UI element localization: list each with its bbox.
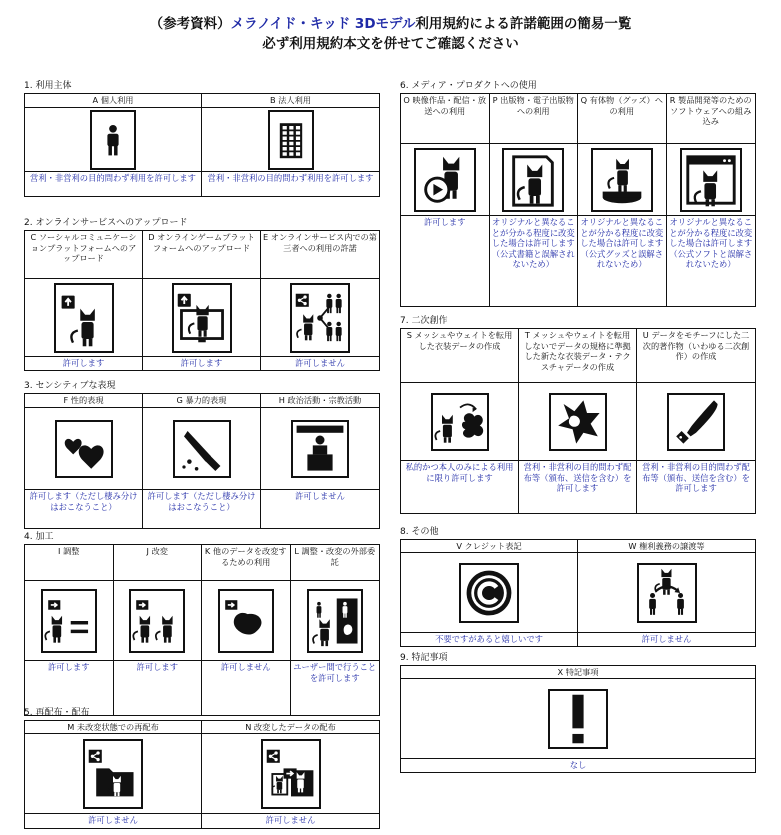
title-line-1: （参考資料）メラノイド・キッド 3Dモデル利用規約による許諾範囲の簡易一覧 (149, 16, 632, 32)
section-label: 7. 二次創作 (400, 316, 448, 326)
copyright-icon (459, 563, 519, 623)
permission-header: E オンラインサービス内での第三者への利用の許諾 (261, 231, 379, 279)
permission-cell (637, 329, 755, 513)
permission-result: 許可します（ただし棲み分けはおこなうこと） (29, 491, 138, 512)
permission-cell (291, 545, 380, 715)
permission-header: N 改変したデータの配布 (202, 721, 379, 734)
icon-row (202, 581, 290, 661)
icon-row (401, 679, 755, 759)
pen-nib-icon (667, 393, 725, 451)
permission-cell (401, 329, 519, 513)
permission-cell (143, 394, 261, 528)
permission-header: U データをモチーフにした二次的著作物（いわゆる二次創作）の作成 (637, 329, 755, 383)
figure-goods-icon (591, 148, 653, 212)
icon-row (25, 408, 142, 490)
permission-result: 許可します (424, 217, 466, 227)
section-s1 (24, 80, 380, 197)
icon-row (114, 581, 202, 661)
adjust-equal-icon (41, 589, 97, 653)
permission-table (24, 93, 380, 197)
section-s9 (400, 652, 756, 773)
permission-result: 許可しません (265, 815, 316, 825)
icon-row (202, 108, 379, 172)
permission-cell (401, 540, 578, 646)
permission-cell (143, 231, 261, 370)
section-s2 (24, 217, 380, 371)
icon-row (261, 408, 379, 490)
share-network-icon (290, 283, 350, 353)
permission-cell (202, 545, 291, 715)
permission-table (24, 230, 380, 371)
modify-other-data-icon (218, 589, 274, 653)
icon-row (490, 144, 578, 216)
permission-result: 許可しません (88, 815, 138, 825)
permission-result: 許可します (62, 358, 105, 368)
permission-cell (578, 94, 667, 306)
icon-row (401, 383, 518, 461)
permission-cell (261, 394, 379, 528)
permission-cell (25, 721, 202, 828)
icon-row (401, 144, 489, 216)
permission-header: V クレジット表記 (401, 540, 577, 553)
permission-result: オリジナルと異なることが分かる程度に改変した場合は許可します（公式グッズと誤解されないため） (580, 217, 664, 269)
permission-table (24, 393, 380, 529)
permission-table (400, 539, 756, 647)
permission-result: 許可しません (641, 634, 692, 644)
permission-header: B 法人利用 (202, 94, 379, 108)
permission-result: 営利・非営利の目的問わず配布等（頒布、送信を含む）を許可します (642, 462, 750, 493)
distribute-modified-icon (261, 739, 321, 809)
icon-row (637, 383, 755, 461)
section-s6 (400, 80, 756, 307)
hearts-icon (55, 420, 113, 478)
permission-cell (401, 666, 755, 772)
section-s7 (400, 315, 756, 514)
permission-result: 営利・非営利の目的問わず利用を許可します (207, 173, 374, 183)
book-icon (502, 148, 564, 212)
outsource-icon (307, 589, 363, 653)
upload-monitor-icon (172, 283, 232, 353)
section-label: 3. センシティブな表現 (24, 381, 116, 391)
permission-cell (25, 231, 143, 370)
section-label: 1. 利用主体 (24, 81, 72, 91)
permission-result: 許可します（ただし棲み分けはおこなうこと） (147, 491, 256, 512)
rights-transfer-icon (637, 563, 697, 623)
podium-speaker-icon (291, 420, 349, 478)
section-s4 (24, 531, 380, 716)
permission-cell (401, 94, 490, 306)
permission-header: X 特記事項 (401, 666, 755, 679)
permission-table (400, 93, 756, 307)
icon-row (202, 734, 379, 814)
permission-table (24, 720, 380, 829)
permission-header: I 調整 (25, 545, 113, 581)
permission-result: 許可しません (295, 358, 345, 368)
permission-header: O 映像作品・配信・放送への利用 (401, 94, 489, 144)
person-icon (90, 110, 136, 170)
icon-row (578, 553, 755, 633)
permission-result: ユーザー間で行うことを許可します (293, 662, 377, 683)
permission-header: T メッシュやウェイトを転用しないでデータの規格に準拠した新たな衣装データ・テクスチャデータの作成 (519, 329, 636, 383)
page-title (0, 14, 781, 54)
permission-header: S メッシュやウェイトを転用した衣装データの作成 (401, 329, 518, 383)
icon-row (261, 279, 379, 357)
permission-cell (578, 540, 755, 646)
icon-row (667, 144, 756, 216)
section-label: 9. 特記事項 (400, 653, 448, 663)
icon-row (25, 108, 201, 172)
section-label: 8. その他 (400, 527, 439, 537)
icon-row (519, 383, 636, 461)
permission-result: 営利・非営利の目的問わず利用を許可します (30, 173, 196, 183)
permission-result: 許可しません (220, 662, 271, 672)
section-label: 4. 加工 (24, 532, 54, 542)
permission-header: M 未改変状態での再配布 (25, 721, 201, 734)
permission-header: A 個人利用 (25, 94, 201, 108)
permission-cell (490, 94, 579, 306)
permission-cell (114, 545, 203, 715)
new-costume-icon (549, 393, 607, 451)
icon-row (25, 279, 142, 357)
permission-header: W 権利義務の譲渡等 (578, 540, 755, 553)
costume-transfer-icon (431, 393, 489, 451)
permission-result: 許可しません (295, 491, 345, 501)
icon-row (401, 553, 577, 633)
permission-table (400, 665, 756, 773)
permission-header: J 改変 (114, 545, 202, 581)
software-window-icon (680, 148, 742, 212)
permission-header: F 性的表現 (25, 394, 142, 408)
permission-result: なし (569, 760, 587, 770)
icon-row (25, 581, 113, 661)
permission-table (24, 544, 380, 716)
permission-result: 不要ですがあると嬉しいです (435, 634, 543, 644)
permission-result: 許可します (180, 358, 223, 368)
permission-header: Q 有体物（グッズ）への利用 (578, 94, 666, 144)
upload-character-icon (54, 283, 114, 353)
modify-two-characters-icon (129, 589, 185, 653)
title-line-2: 必ず利用規約本文を併せてご確認ください (262, 36, 519, 52)
section-label: 6. メディア・プロダクトへの使用 (400, 81, 537, 91)
permission-result: オリジナルと異なることが分かる程度に改変した場合は許可します（公式書籍と誤解されないため） (491, 217, 575, 269)
permission-header: K 他のデータを改変するための利用 (202, 545, 290, 581)
permission-cell (25, 94, 202, 196)
exclamation-icon (548, 689, 608, 749)
permission-cell (25, 545, 114, 715)
permission-header: L 調整・改変の外部委託 (291, 545, 380, 581)
icon-row (578, 144, 666, 216)
permission-cell (261, 231, 379, 370)
permission-result: 許可します (48, 662, 90, 672)
permission-result: 営利・非営利の目的問わず配布等（頒布、送信を含む）を許可します (523, 462, 632, 493)
permission-header: G 暴力的表現 (143, 394, 260, 408)
permission-cell (202, 94, 379, 196)
permission-header: P 出版物・電子出版物への利用 (490, 94, 578, 144)
permission-cell (202, 721, 379, 828)
permission-table (400, 328, 756, 514)
icon-row (143, 279, 260, 357)
permission-result: オリジナルと異なることが分かる程度に改変した場合は許可します（公式ソフトと誤解されないため） (669, 217, 753, 269)
permission-result: 私的かつ本人のみによる利用に限り許可します (405, 462, 514, 483)
knife-icon (173, 420, 231, 478)
permission-header: H 政治活動・宗教活動 (261, 394, 379, 408)
permission-result: 許可します (136, 662, 178, 672)
section-s3 (24, 380, 380, 529)
icon-row (25, 734, 201, 814)
section-s8 (400, 526, 756, 647)
permission-header: R 製品開発等のためのソフトウェアへの組み込み (667, 94, 756, 144)
icon-row (291, 581, 380, 661)
permission-header: D オンラインゲームプラットフォームへのアップロード (143, 231, 260, 279)
section-label: 5. 再配布・配布 (24, 708, 90, 718)
section-label: 2. オンラインサービスへのアップロード (24, 218, 188, 228)
section-s5 (24, 707, 380, 829)
permission-header: C ソーシャルコミュニケーションプラットフォームへのアップロード (25, 231, 142, 279)
building-icon (268, 110, 314, 170)
permission-cell (519, 329, 637, 513)
redistribute-folder-icon (83, 739, 143, 809)
permission-cell (667, 94, 756, 306)
icon-row (143, 408, 260, 490)
permission-cell (25, 394, 143, 528)
video-play-icon (414, 148, 476, 212)
